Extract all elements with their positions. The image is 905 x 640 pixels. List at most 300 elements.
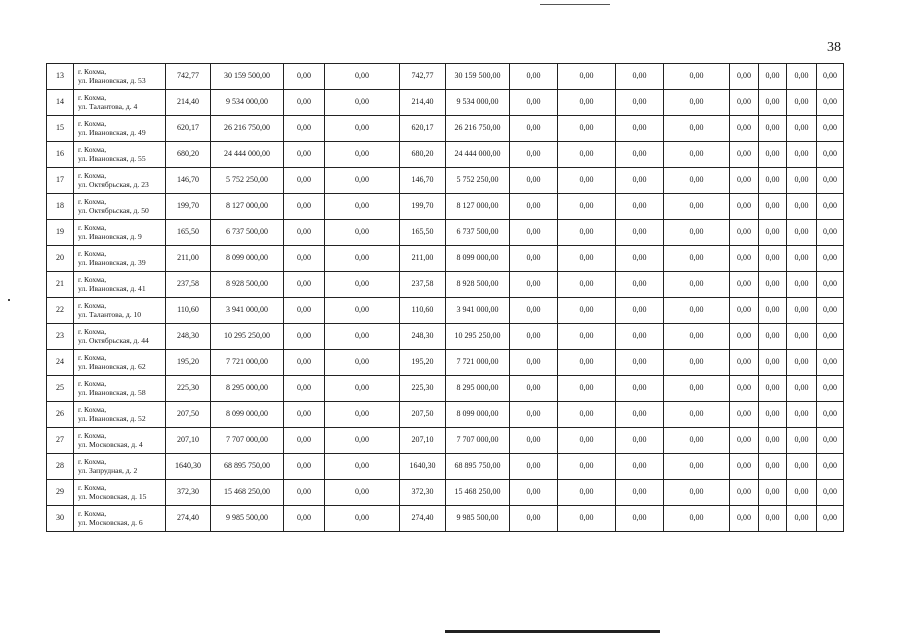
value-cell: 680,20 — [166, 142, 211, 168]
value-cell: 0,00 — [817, 272, 844, 298]
value-cell: 248,30 — [166, 324, 211, 350]
value-cell: 0,00 — [759, 116, 787, 142]
value-cell: 5 752 250,00 — [446, 168, 510, 194]
value-cell: 0,00 — [284, 506, 325, 532]
table-row — [47, 298, 844, 324]
value-cell: 0,00 — [325, 454, 400, 480]
value-cell: 0,00 — [284, 324, 325, 350]
address-cell — [74, 168, 166, 194]
value-cell: 0,00 — [787, 220, 817, 246]
value-cell: 0,00 — [759, 376, 787, 402]
value-cell: 10 295 250,00 — [446, 324, 510, 350]
value-cell: 0,00 — [558, 428, 616, 454]
value-cell: 0,00 — [759, 246, 787, 272]
value-cell: 68 895 750,00 — [211, 454, 284, 480]
address-cell — [74, 376, 166, 402]
value-cell: 274,40 — [166, 506, 211, 532]
row-number-cell: 18 — [47, 194, 74, 220]
row-number-cell: 16 — [47, 142, 74, 168]
value-cell: 0,00 — [817, 116, 844, 142]
value-cell: 0,00 — [664, 168, 730, 194]
value-cell: 0,00 — [510, 298, 558, 324]
value-cell: 0,00 — [787, 142, 817, 168]
value-cell: 0,00 — [325, 220, 400, 246]
value-cell: 0,00 — [817, 402, 844, 428]
address-line: г. Кохма, — [78, 405, 107, 415]
value-cell: 0,00 — [759, 324, 787, 350]
address-line: г. Кохма, — [78, 275, 107, 285]
value-cell: 0,00 — [664, 402, 730, 428]
value-cell: 0,00 — [759, 220, 787, 246]
address-cell — [74, 428, 166, 454]
value-cell: 0,00 — [325, 116, 400, 142]
value-cell: 0,00 — [616, 272, 664, 298]
value-cell: 1640,30 — [166, 454, 211, 480]
row-number-cell: 13 — [47, 64, 74, 90]
address-line: г. Кохма, — [78, 119, 107, 129]
value-cell: 0,00 — [817, 246, 844, 272]
value-cell: 0,00 — [284, 246, 325, 272]
row-number-cell: 26 — [47, 402, 74, 428]
address-line: г. Кохма, — [78, 197, 107, 207]
value-cell: 237,58 — [400, 272, 446, 298]
address-line: г. Кохма, — [78, 145, 107, 155]
value-cell: 0,00 — [284, 116, 325, 142]
value-cell: 0,00 — [817, 90, 844, 116]
bottom-rule — [445, 630, 660, 633]
value-cell: 0,00 — [325, 428, 400, 454]
value-cell: 0,00 — [817, 480, 844, 506]
value-cell: 8 099 000,00 — [211, 246, 284, 272]
value-cell: 0,00 — [325, 376, 400, 402]
value-cell: 0,00 — [510, 454, 558, 480]
value-cell: 0,00 — [616, 480, 664, 506]
value-cell: 0,00 — [558, 64, 616, 90]
table-row — [47, 350, 844, 376]
address-line: ул. Октябрьская, д. 44 — [78, 335, 149, 345]
table-row — [47, 116, 844, 142]
address-cell — [74, 220, 166, 246]
value-cell: 199,70 — [166, 194, 211, 220]
value-cell: 0,00 — [616, 220, 664, 246]
value-cell: 30 159 500,00 — [446, 64, 510, 90]
value-cell: 0,00 — [730, 194, 759, 220]
value-cell: 6 737 500,00 — [446, 220, 510, 246]
address-line: г. Кохма, — [78, 483, 107, 493]
value-cell: 0,00 — [558, 350, 616, 376]
value-cell: 146,70 — [166, 168, 211, 194]
value-cell: 0,00 — [616, 90, 664, 116]
value-cell: 199,70 — [400, 194, 446, 220]
value-cell: 7 721 000,00 — [211, 350, 284, 376]
value-cell: 742,77 — [166, 64, 211, 90]
address-cell — [74, 116, 166, 142]
value-cell: 10 295 250,00 — [211, 324, 284, 350]
value-cell: 372,30 — [166, 480, 211, 506]
value-cell: 7 707 000,00 — [446, 428, 510, 454]
value-cell: 0,00 — [616, 142, 664, 168]
value-cell: 6 737 500,00 — [211, 220, 284, 246]
value-cell: 0,00 — [510, 116, 558, 142]
value-cell: 0,00 — [787, 90, 817, 116]
value-cell: 0,00 — [817, 194, 844, 220]
value-cell: 0,00 — [284, 90, 325, 116]
value-cell: 0,00 — [325, 324, 400, 350]
value-cell: 0,00 — [510, 168, 558, 194]
address-cell — [74, 324, 166, 350]
table-row — [47, 480, 844, 506]
value-cell: 0,00 — [510, 428, 558, 454]
row-number-cell: 15 — [47, 116, 74, 142]
table-row — [47, 168, 844, 194]
value-cell: 0,00 — [759, 272, 787, 298]
value-cell: 8 127 000,00 — [211, 194, 284, 220]
address-line: г. Кохма, — [78, 67, 107, 77]
row-number-cell: 22 — [47, 298, 74, 324]
table-row — [47, 90, 844, 116]
address-line: г. Кохма, — [78, 93, 107, 103]
value-cell: 24 444 000,00 — [211, 142, 284, 168]
value-cell: 0,00 — [817, 506, 844, 532]
value-cell: 8 099 000,00 — [446, 402, 510, 428]
table-row — [47, 402, 844, 428]
value-cell: 0,00 — [664, 64, 730, 90]
value-cell: 742,77 — [400, 64, 446, 90]
value-cell: 0,00 — [730, 116, 759, 142]
value-cell: 0,00 — [664, 194, 730, 220]
value-cell: 211,00 — [400, 246, 446, 272]
value-cell: 0,00 — [817, 350, 844, 376]
value-cell: 0,00 — [787, 480, 817, 506]
address-line: ул. Ивановская, д. 41 — [78, 283, 146, 293]
value-cell: 0,00 — [664, 376, 730, 402]
value-cell: 0,00 — [664, 116, 730, 142]
value-cell: 0,00 — [787, 402, 817, 428]
value-cell: 0,00 — [510, 376, 558, 402]
value-cell: 7 707 000,00 — [211, 428, 284, 454]
value-cell: 0,00 — [616, 428, 664, 454]
address-cell — [74, 64, 166, 90]
value-cell: 30 159 500,00 — [211, 64, 284, 90]
value-cell: 0,00 — [616, 506, 664, 532]
value-cell: 0,00 — [664, 272, 730, 298]
value-cell: 0,00 — [664, 298, 730, 324]
top-rule — [540, 4, 610, 5]
value-cell: 0,00 — [284, 220, 325, 246]
value-cell: 0,00 — [664, 506, 730, 532]
value-cell: 0,00 — [817, 454, 844, 480]
value-cell: 1640,30 — [400, 454, 446, 480]
row-number-cell: 27 — [47, 428, 74, 454]
table-row — [47, 506, 844, 532]
value-cell: 0,00 — [510, 246, 558, 272]
value-cell: 214,40 — [166, 90, 211, 116]
value-cell: 0,00 — [730, 480, 759, 506]
value-cell: 0,00 — [325, 402, 400, 428]
row-number-cell: 17 — [47, 168, 74, 194]
value-cell: 274,40 — [400, 506, 446, 532]
value-cell: 15 468 250,00 — [446, 480, 510, 506]
address-line: ул. Ивановская, д. 55 — [78, 153, 146, 163]
value-cell: 0,00 — [664, 142, 730, 168]
value-cell: 0,00 — [616, 454, 664, 480]
value-cell: 0,00 — [616, 116, 664, 142]
address-line: ул. Ивановская, д. 62 — [78, 361, 146, 371]
value-cell: 207,10 — [400, 428, 446, 454]
value-cell: 0,00 — [817, 376, 844, 402]
value-cell: 207,10 — [166, 428, 211, 454]
value-cell: 0,00 — [787, 324, 817, 350]
row-number-cell: 20 — [47, 246, 74, 272]
value-cell: 7 721 000,00 — [446, 350, 510, 376]
row-number-cell: 30 — [47, 506, 74, 532]
value-cell: 0,00 — [787, 116, 817, 142]
value-cell: 0,00 — [759, 142, 787, 168]
value-cell: 237,58 — [166, 272, 211, 298]
value-cell: 0,00 — [759, 168, 787, 194]
address-cell — [74, 350, 166, 376]
value-cell: 0,00 — [616, 168, 664, 194]
row-number-cell: 28 — [47, 454, 74, 480]
address-cell — [74, 454, 166, 480]
value-cell: 0,00 — [817, 428, 844, 454]
value-cell: 0,00 — [759, 350, 787, 376]
value-cell: 8 127 000,00 — [446, 194, 510, 220]
value-cell: 68 895 750,00 — [446, 454, 510, 480]
address-cell — [74, 194, 166, 220]
value-cell: 0,00 — [616, 64, 664, 90]
address-line: г. Кохма, — [78, 301, 107, 311]
address-line: ул. Ивановская, д. 58 — [78, 387, 146, 397]
value-cell: 0,00 — [730, 298, 759, 324]
value-cell: 0,00 — [730, 350, 759, 376]
page-number: 38 — [827, 40, 841, 55]
row-number-cell: 21 — [47, 272, 74, 298]
address-line: ул. Московская, д. 6 — [78, 517, 143, 527]
value-cell: 225,30 — [400, 376, 446, 402]
value-cell: 0,00 — [730, 90, 759, 116]
table-row — [47, 142, 844, 168]
address-line: ул. Московская, д. 4 — [78, 439, 143, 449]
address-line: г. Кохма, — [78, 509, 107, 519]
address-line: г. Кохма, — [78, 223, 107, 233]
address-line: ул. Ивановская, д. 53 — [78, 75, 146, 85]
value-cell: 0,00 — [730, 376, 759, 402]
address-line: г. Кохма, — [78, 249, 107, 259]
value-cell: 9 985 500,00 — [446, 506, 510, 532]
value-cell: 0,00 — [558, 168, 616, 194]
value-cell: 0,00 — [558, 90, 616, 116]
value-cell: 0,00 — [730, 454, 759, 480]
address-cell — [74, 480, 166, 506]
value-cell: 0,00 — [787, 272, 817, 298]
value-cell: 0,00 — [616, 298, 664, 324]
value-cell: 26 216 750,00 — [446, 116, 510, 142]
value-cell: 0,00 — [325, 298, 400, 324]
value-cell: 0,00 — [664, 350, 730, 376]
value-cell: 225,30 — [166, 376, 211, 402]
value-cell: 3 941 000,00 — [211, 298, 284, 324]
value-cell: 0,00 — [664, 428, 730, 454]
value-cell: 0,00 — [325, 142, 400, 168]
value-cell: 207,50 — [400, 402, 446, 428]
value-cell: 0,00 — [325, 194, 400, 220]
value-cell: 0,00 — [817, 168, 844, 194]
address-cell — [74, 90, 166, 116]
address-line: г. Кохма, — [78, 379, 107, 389]
value-cell: 110,60 — [166, 298, 211, 324]
value-cell: 0,00 — [284, 298, 325, 324]
value-cell: 0,00 — [558, 220, 616, 246]
value-cell: 0,00 — [730, 64, 759, 90]
value-cell: 0,00 — [759, 90, 787, 116]
value-cell: 0,00 — [510, 402, 558, 428]
value-cell: 211,00 — [166, 246, 211, 272]
value-cell: 0,00 — [558, 324, 616, 350]
table-row — [47, 194, 844, 220]
row-number-cell: 23 — [47, 324, 74, 350]
value-cell: 5 752 250,00 — [211, 168, 284, 194]
value-cell: 0,00 — [558, 246, 616, 272]
address-line: г. Кохма, — [78, 353, 107, 363]
houses-table — [46, 63, 844, 532]
value-cell: 0,00 — [284, 376, 325, 402]
value-cell: 0,00 — [664, 220, 730, 246]
value-cell: 195,20 — [166, 350, 211, 376]
value-cell: 0,00 — [787, 506, 817, 532]
value-cell: 0,00 — [664, 246, 730, 272]
value-cell: 0,00 — [558, 454, 616, 480]
value-cell: 0,00 — [730, 324, 759, 350]
value-cell: 165,50 — [166, 220, 211, 246]
table-row — [47, 428, 844, 454]
value-cell: 0,00 — [730, 428, 759, 454]
value-cell: 8 295 000,00 — [211, 376, 284, 402]
value-cell: 214,40 — [400, 90, 446, 116]
value-cell: 0,00 — [558, 480, 616, 506]
value-cell: 0,00 — [558, 506, 616, 532]
value-cell: 0,00 — [325, 506, 400, 532]
address-line: ул. Талантова, д. 10 — [78, 309, 142, 319]
value-cell: 0,00 — [558, 272, 616, 298]
value-cell: 0,00 — [284, 272, 325, 298]
address-line: ул. Московская, д. 15 — [78, 491, 147, 501]
value-cell: 15 468 250,00 — [211, 480, 284, 506]
value-cell: 9 534 000,00 — [446, 90, 510, 116]
value-cell: 0,00 — [616, 402, 664, 428]
table-row — [47, 376, 844, 402]
address-line: ул. Ивановская, д. 39 — [78, 257, 146, 267]
value-cell: 0,00 — [325, 168, 400, 194]
row-number-cell: 25 — [47, 376, 74, 402]
value-cell: 24 444 000,00 — [446, 142, 510, 168]
value-cell: 0,00 — [616, 324, 664, 350]
value-cell: 0,00 — [510, 64, 558, 90]
value-cell: 372,30 — [400, 480, 446, 506]
value-cell: 0,00 — [730, 402, 759, 428]
value-cell: 26 216 750,00 — [211, 116, 284, 142]
value-cell: 0,00 — [558, 142, 616, 168]
value-cell: 0,00 — [325, 272, 400, 298]
value-cell: 0,00 — [284, 64, 325, 90]
value-cell: 0,00 — [787, 454, 817, 480]
value-cell: 110,60 — [400, 298, 446, 324]
value-cell: 0,00 — [817, 220, 844, 246]
value-cell: 0,00 — [510, 324, 558, 350]
value-cell: 0,00 — [759, 298, 787, 324]
value-cell: 0,00 — [664, 480, 730, 506]
value-cell: 0,00 — [284, 454, 325, 480]
value-cell: 0,00 — [787, 350, 817, 376]
value-cell: 9 985 500,00 — [211, 506, 284, 532]
value-cell: 0,00 — [759, 506, 787, 532]
value-cell: 0,00 — [730, 272, 759, 298]
value-cell: 0,00 — [664, 454, 730, 480]
value-cell: 0,00 — [787, 246, 817, 272]
value-cell: 0,00 — [558, 194, 616, 220]
address-line: г. Кохма, — [78, 171, 107, 181]
value-cell: 0,00 — [284, 194, 325, 220]
value-cell: 0,00 — [759, 64, 787, 90]
value-cell: 0,00 — [284, 350, 325, 376]
value-cell: 0,00 — [787, 64, 817, 90]
value-cell: 0,00 — [817, 142, 844, 168]
value-cell: 0,00 — [759, 402, 787, 428]
address-line: ул. Октябрьская, д. 23 — [78, 179, 149, 189]
table-row — [47, 64, 844, 90]
value-cell: 0,00 — [817, 324, 844, 350]
address-line: ул. Ивановская, д. 52 — [78, 413, 146, 423]
value-cell: 0,00 — [558, 376, 616, 402]
value-cell: 0,00 — [510, 220, 558, 246]
table-row — [47, 454, 844, 480]
value-cell: 0,00 — [616, 350, 664, 376]
value-cell: 0,00 — [325, 480, 400, 506]
table-row — [47, 220, 844, 246]
address-line: г. Кохма, — [78, 327, 107, 337]
value-cell: 0,00 — [664, 324, 730, 350]
value-cell: 0,00 — [759, 480, 787, 506]
value-cell: 0,00 — [730, 142, 759, 168]
address-line: ул. Талантова, д. 4 — [78, 101, 138, 111]
address-cell — [74, 142, 166, 168]
value-cell: 0,00 — [817, 64, 844, 90]
value-cell: 0,00 — [787, 298, 817, 324]
value-cell: 620,17 — [166, 116, 211, 142]
value-cell: 0,00 — [759, 194, 787, 220]
value-cell: 0,00 — [325, 246, 400, 272]
value-cell: 8 099 000,00 — [211, 402, 284, 428]
row-number-cell: 29 — [47, 480, 74, 506]
value-cell: 0,00 — [787, 376, 817, 402]
address-cell — [74, 402, 166, 428]
value-cell: 248,30 — [400, 324, 446, 350]
value-cell: 0,00 — [284, 480, 325, 506]
row-number-cell: 24 — [47, 350, 74, 376]
value-cell: 0,00 — [787, 168, 817, 194]
value-cell: 0,00 — [510, 90, 558, 116]
value-cell: 0,00 — [759, 428, 787, 454]
table-body — [47, 64, 844, 532]
value-cell: 680,20 — [400, 142, 446, 168]
value-cell: 8 295 000,00 — [446, 376, 510, 402]
value-cell: 0,00 — [510, 350, 558, 376]
value-cell: 8 928 500,00 — [211, 272, 284, 298]
address-line: г. Кохма, — [78, 431, 107, 441]
value-cell: 0,00 — [558, 298, 616, 324]
value-cell: 0,00 — [558, 402, 616, 428]
value-cell: 8 928 500,00 — [446, 272, 510, 298]
